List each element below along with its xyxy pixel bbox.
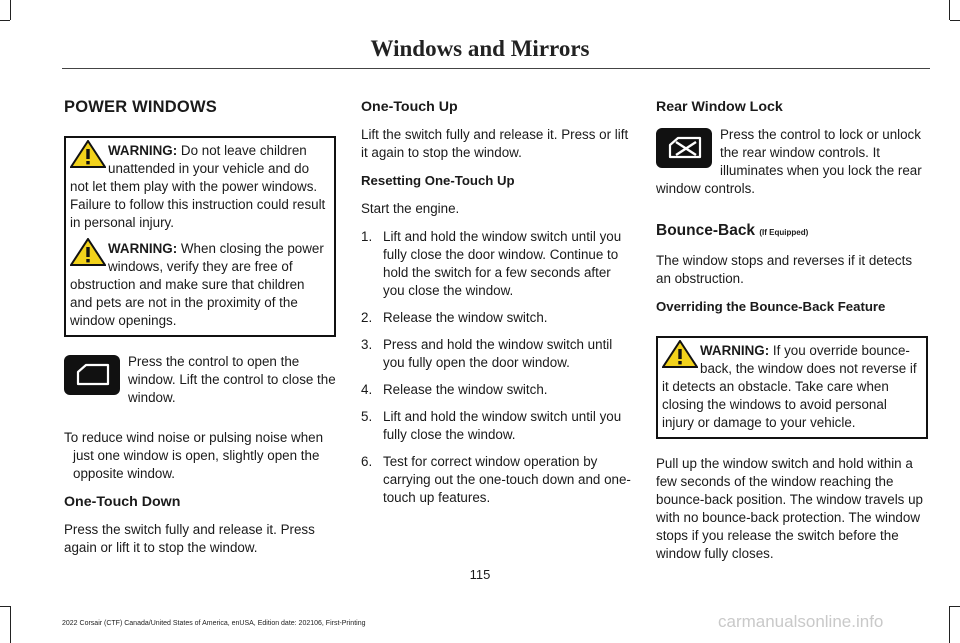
edition-footer: 2022 Corsair (CTF) Canada/United States of America, enUSA, Edition date: 202106, First-Printing	[62, 620, 366, 627]
window-switch-icon	[64, 355, 120, 395]
step-number: 2.	[361, 310, 373, 325]
crop-mark	[950, 606, 960, 607]
rear-window-lock-icon	[656, 128, 712, 168]
bounce-back-text: The window stops and reverses if it detects an obstruction.	[656, 253, 913, 286]
list-item	[361, 408, 633, 444]
step-number: 5.	[361, 409, 373, 424]
list-item	[361, 453, 633, 507]
crop-mark	[949, 0, 950, 20]
override-instructions-text: Pull up the window switch and hold within a few seconds of the window reaching the bounce-back position. The window travels up with no bounce-back protection. The window stops if you release the switch before the window fully closes.	[656, 456, 923, 561]
warning-label: WARNING:	[700, 343, 770, 358]
subheading-one-touch-down: One-Touch Down	[64, 494, 181, 510]
warning-text: Do not leave children unattended in your vehicle and do not let them play with the power windows. Failure to follow this instruction could result in personal injury.	[70, 143, 326, 230]
crop-mark	[0, 20, 10, 21]
crop-mark	[0, 606, 10, 607]
watermark: carmanualsonline.info	[718, 612, 884, 631]
step-text: Lift and hold the window switch until you fully close the window.	[383, 409, 622, 442]
one-touch-down-text: Press the switch fully and release it. Press again or lift it to stop the window.	[64, 522, 315, 555]
list-item	[361, 381, 633, 399]
subheading-bounce-back	[656, 222, 928, 242]
list-item	[361, 309, 633, 327]
warning-label: WARNING:	[108, 143, 178, 158]
warning-paragraph	[662, 342, 922, 432]
warning-triangle-icon	[662, 340, 698, 368]
subheading-one-touch-up: One-Touch Up	[361, 99, 458, 115]
warning-paragraph	[70, 240, 330, 330]
step-text: Lift and hold the window switch until you fully close the door window. Continue to hold the switch for a few seconds after you close the window.	[383, 229, 622, 298]
step-number: 4.	[361, 382, 373, 397]
column-2	[361, 94, 633, 516]
warning-text: If you override bounce-back, the window does not reverse if it detects an obstacle. Take care when closing the windows to avoid personal injury or damage to your vehicle.	[662, 343, 917, 430]
list-item	[361, 336, 633, 372]
warning-triangle-icon	[70, 238, 106, 266]
one-touch-up-text: Lift the switch fully and release it. Press or lift it again to stop the window.	[361, 127, 629, 160]
rear-lock-row	[656, 126, 928, 208]
warning-paragraph	[70, 142, 330, 232]
window-control-text: Press the control to open the window. Lift the control to close the window.	[128, 354, 336, 405]
crop-mark	[10, 0, 11, 20]
crop-mark	[10, 606, 11, 643]
window-control-row	[64, 353, 336, 417]
crop-mark	[949, 606, 950, 643]
page-number: 115	[469, 567, 491, 582]
list-item	[361, 228, 633, 300]
if-equipped-label: (If Equipped)	[759, 228, 809, 237]
start-engine-text: Start the engine.	[361, 201, 460, 216]
page-title: Windows and Mirrors	[370, 36, 590, 61]
section-heading-power-windows: POWER WINDOWS	[64, 98, 217, 116]
step-number: 6.	[361, 454, 373, 469]
header-rule	[62, 68, 930, 69]
step-text: Test for correct window operation by carrying out the one-touch down and one-touch up features.	[383, 454, 631, 505]
warning-box	[64, 136, 336, 337]
bounce-back-title: Bounce-Back	[656, 222, 756, 239]
step-text: Release the window switch.	[383, 310, 548, 325]
subheading-overriding: Overriding the Bounce-Back Feature	[656, 299, 886, 314]
column-3	[656, 94, 928, 573]
subheading-resetting: Resetting One-Touch Up	[361, 173, 515, 188]
subheading-rear-window-lock: Rear Window Lock	[656, 99, 783, 115]
rear-lock-text: Press the control to lock or unlock the rear window controls. It illuminates when you lock the rear window controls.	[656, 127, 922, 196]
step-text: Press and hold the window switch until you fully open the door window.	[383, 337, 613, 370]
reset-steps-list	[361, 228, 633, 507]
warning-triangle-icon	[70, 140, 106, 168]
wind-noise-text: To reduce wind noise or pulsing noise when just one window is open, slightly open the opposite window.	[64, 430, 324, 481]
warning-label: WARNING:	[108, 241, 178, 256]
warning-text: When closing the power windows, verify they are free of obstruction and make sure that children and pets are not in the proximity of the window openings.	[70, 241, 324, 328]
warning-box	[656, 336, 928, 439]
step-number: 1.	[361, 229, 373, 244]
crop-mark	[950, 20, 960, 21]
step-text: Release the window switch.	[383, 382, 548, 397]
step-number: 3.	[361, 337, 373, 352]
column-1	[64, 94, 336, 567]
